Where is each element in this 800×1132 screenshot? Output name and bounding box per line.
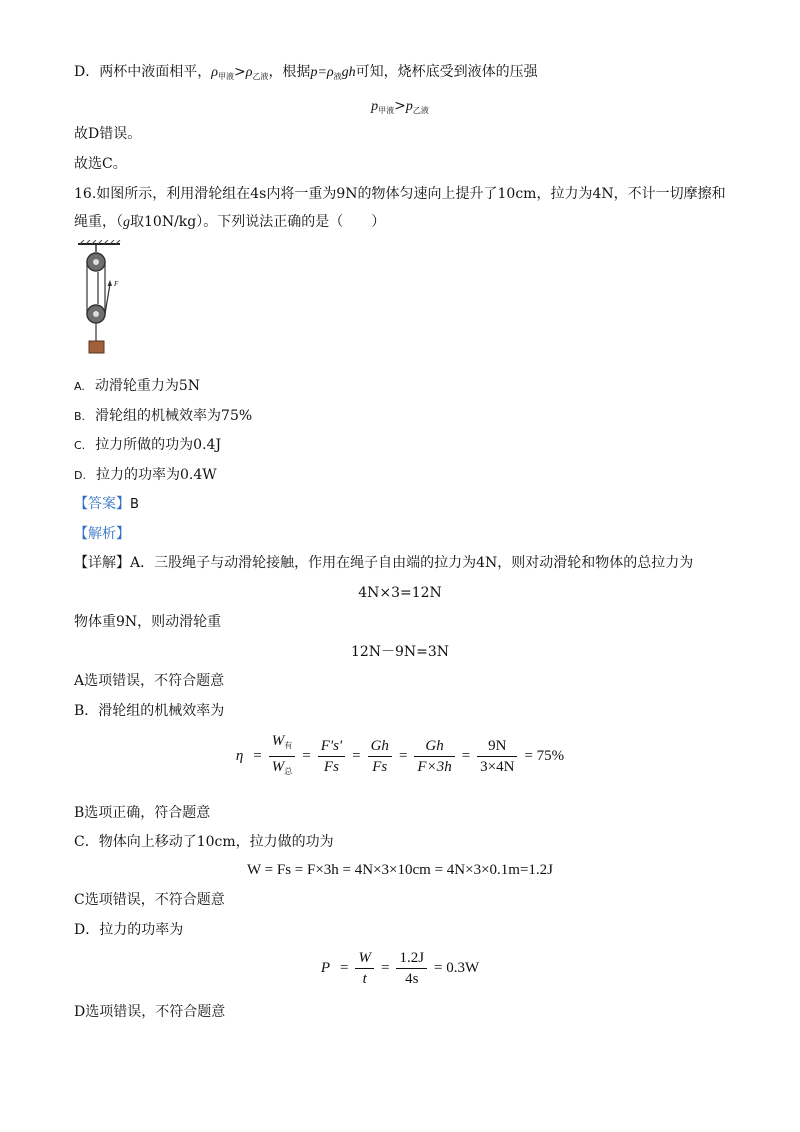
- equals-sign: =: [302, 748, 311, 764]
- option-d: [74, 465, 217, 486]
- denominator: F×3h: [417, 759, 452, 775]
- detail-a-text: [74, 553, 693, 573]
- w-symbol: W: [271, 733, 285, 749]
- formula-result: = 75%: [524, 748, 565, 764]
- fraction-numeric: [477, 736, 517, 777]
- option-text: 动滑轮重力为5N: [94, 378, 200, 394]
- option-c: [74, 435, 221, 456]
- denominator: 4s: [405, 971, 419, 987]
- gh-symbol: gh: [341, 65, 356, 80]
- option-letter: A.: [74, 380, 85, 393]
- analysis-label: 【解析】: [74, 526, 130, 542]
- subscript: 总: [284, 767, 293, 776]
- pulley-figure: [76, 240, 130, 356]
- fraction-work: [269, 731, 296, 782]
- subscript: 液: [333, 72, 342, 81]
- prev-pressure-result: [0, 96, 800, 121]
- denominator: 3×4N: [480, 759, 515, 775]
- equation-total-force: 4N×3=12N: [358, 585, 442, 601]
- text-segment: A．三股绳子与动滑轮接触，作用在绳子自由端的拉力为4N，则对动滑轮和物体的总拉力为: [130, 555, 694, 571]
- rho-symbol: ρ: [245, 65, 253, 80]
- equals-sign: =: [380, 960, 390, 976]
- fraction-w-t: [355, 948, 374, 989]
- force-label: F: [114, 280, 119, 288]
- question-line-1: 16.如图所示，利用滑轮组在4s内将一重为9N的物体匀速向上提升了10cm，拉力为4N，不计一切摩擦和: [74, 186, 726, 202]
- numerator: 1.2J: [396, 948, 427, 969]
- efficiency-formula: [0, 731, 800, 782]
- option-letter: D.: [74, 469, 86, 482]
- denominator: t: [362, 971, 367, 987]
- detail-a-text2: 物体重9N，则动滑轮重: [74, 614, 222, 630]
- fraction-numeric: [396, 948, 427, 989]
- answer-value: B: [130, 497, 139, 512]
- equals-sign: =: [461, 748, 471, 764]
- answer-line: [74, 494, 139, 515]
- equation-pulley-weight: 12N－9N=3N: [350, 644, 450, 660]
- text-segment: 绳重，（: [74, 214, 123, 230]
- p-symbol: p: [405, 99, 413, 114]
- prev-option-d-text: [74, 62, 538, 87]
- denominator: Fs: [372, 759, 388, 775]
- subscript: 乙液: [412, 106, 429, 115]
- work-formula: W = Fs = F×3h = 4N×3×10cm = 4N×3×0.1m=1.2J: [247, 862, 553, 878]
- detail-label: 【详解】: [74, 555, 130, 571]
- rho-symbol: ρ: [211, 65, 218, 80]
- denominator: Fs: [323, 759, 339, 775]
- equals-sign: =: [398, 748, 408, 764]
- option-b: [74, 406, 252, 427]
- numerator: F's': [318, 736, 345, 757]
- numerator: Gh: [368, 736, 392, 757]
- force-arrow: [108, 280, 113, 286]
- text-segment: D．两杯中液面相平，: [74, 64, 212, 80]
- gt-symbol: >: [233, 64, 246, 80]
- rho-symbol: =ρ: [317, 65, 334, 80]
- option-letter: C.: [74, 439, 86, 452]
- option-letter: B.: [74, 410, 86, 423]
- subscript: 甲液: [217, 72, 234, 81]
- numerator: [269, 731, 296, 757]
- detail-c-conclusion: C选项错误，不符合题意: [74, 892, 225, 908]
- weight-block: [89, 341, 104, 353]
- answer-label: 【答案】: [74, 496, 130, 512]
- detail-d-text: D．拉力的功率为: [74, 922, 184, 938]
- power-formula: [0, 948, 800, 989]
- text-segment: 可知，烧杯底受到液体的压强: [355, 64, 538, 80]
- detail-a-conclusion: A选项错误，不符合题意: [74, 673, 225, 689]
- subscript: 乙液: [252, 72, 269, 81]
- equals-sign: =: [352, 748, 361, 764]
- numerator: W: [355, 948, 374, 969]
- detail-b-conclusion: B选项正确，符合题意: [74, 805, 211, 821]
- detail-c-text: C．物体向上移动了10cm，拉力做的功为: [74, 834, 334, 850]
- subscript: 有: [284, 741, 293, 750]
- detail-b-text: B．滑轮组的机械效率为: [74, 703, 225, 719]
- p-symbol: p: [310, 65, 318, 80]
- eta-symbol: η: [235, 748, 244, 764]
- subscript: 甲液: [378, 106, 395, 115]
- option-text: 拉力所做的功为0.4J: [95, 437, 222, 453]
- g-symbol: g: [123, 215, 130, 230]
- equals-sign: =: [340, 960, 349, 976]
- option-text: 滑轮组的机械效率为75%: [95, 408, 253, 424]
- fraction-fs: [318, 736, 345, 777]
- numerator: 9N: [477, 736, 517, 757]
- prev-wrong-conclusion: 故D错误。: [74, 126, 142, 142]
- option-text: 拉力的功率为0.4W: [95, 467, 217, 483]
- option-a: [74, 376, 200, 397]
- fraction-gh-3h: [414, 736, 454, 777]
- fraction-gh-fs: [368, 736, 392, 777]
- detail-d-conclusion: D选项错误，不符合题意: [74, 1004, 226, 1020]
- w-symbol: W: [271, 759, 285, 775]
- formula-result: = 0.3W: [434, 960, 480, 976]
- numerator: Gh: [414, 736, 454, 757]
- equals-sign: =: [253, 748, 262, 764]
- prev-answer-line: 故选C。: [74, 156, 127, 172]
- denominator: [269, 757, 296, 782]
- text-segment: ，根据: [268, 64, 311, 80]
- p-symbol: P: [320, 960, 330, 976]
- question-line-2: [74, 212, 385, 233]
- p-symbol: p: [371, 99, 379, 114]
- text-segment: 取10N/kg）。下列说法正确的是（ ）: [130, 214, 386, 230]
- gt-symbol: >: [394, 98, 406, 114]
